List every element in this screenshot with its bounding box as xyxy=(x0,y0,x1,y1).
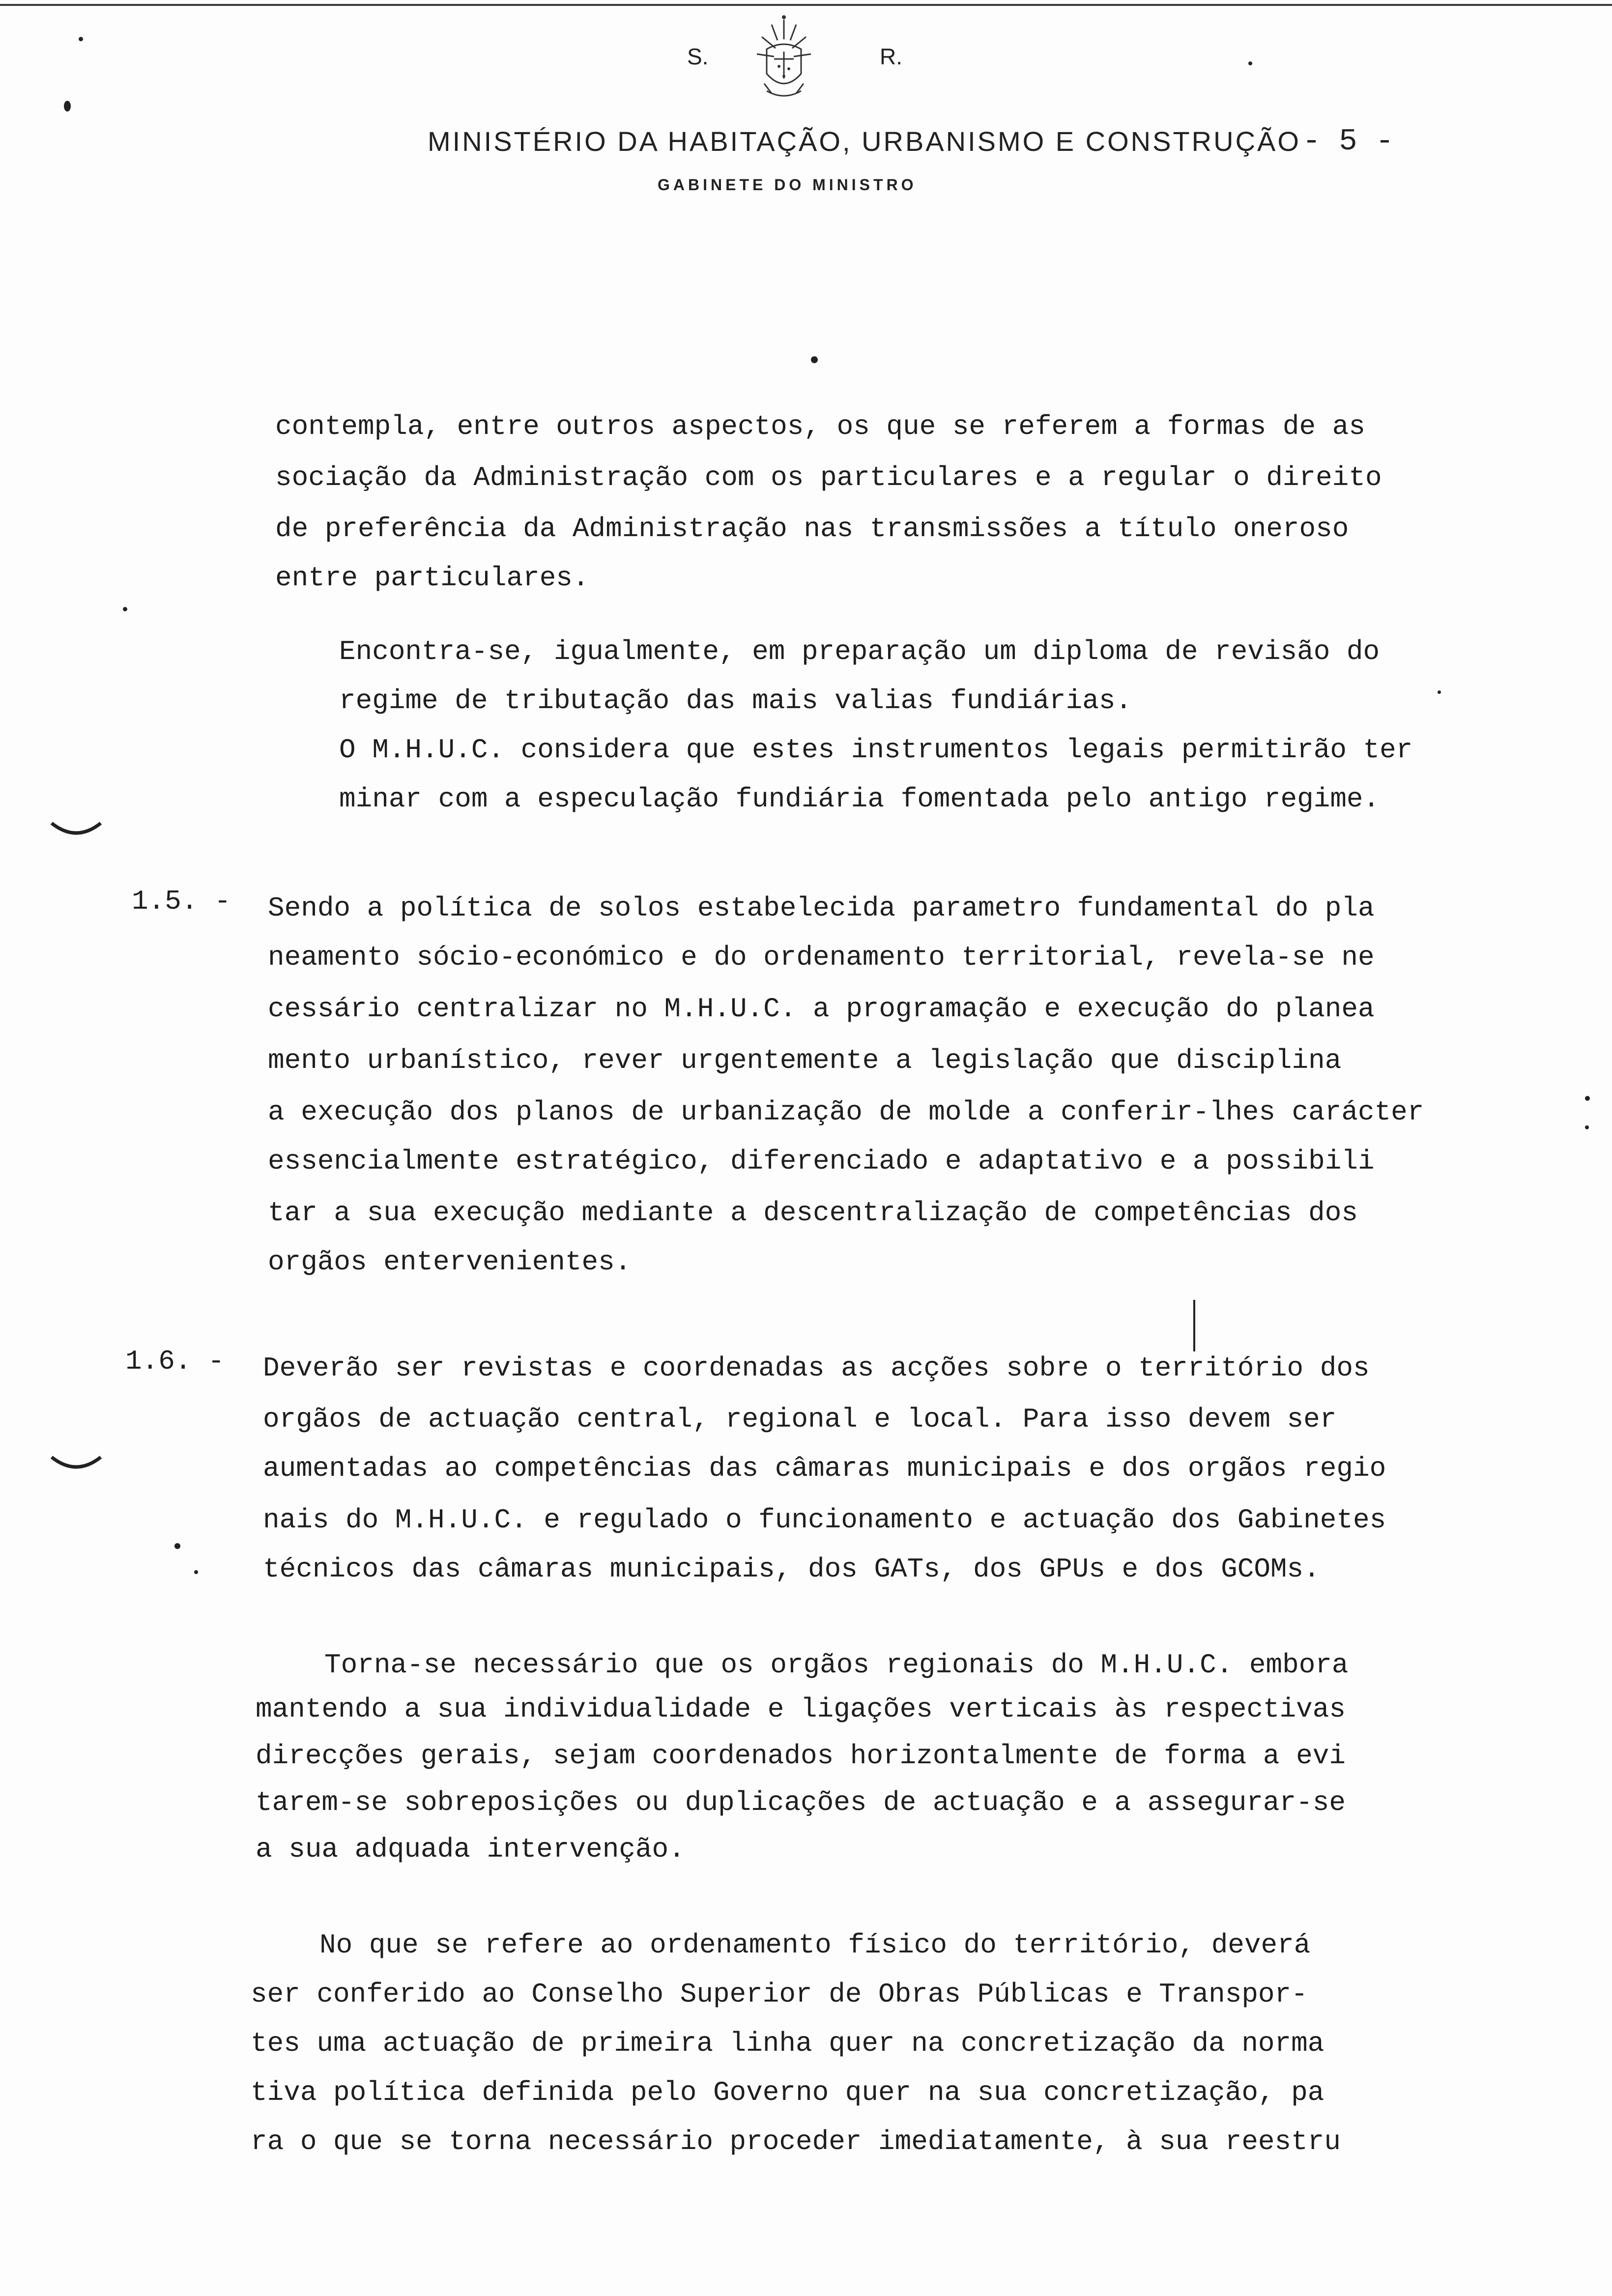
text-line: Encontra-se, igualmente, em preparação um diploma de revisão do xyxy=(339,636,1380,667)
text-line: orgãos entervenientes. xyxy=(268,1246,632,1278)
text-line: tarem-se sobreposições ou duplicações de actuação e a assegurar-se xyxy=(256,1787,1346,1818)
text-line: mantendo a sua individualidade e ligações verticais às respectivas xyxy=(256,1693,1346,1725)
text-line: Torna-se necessário que os orgãos regionais do M.H.U.C. embora xyxy=(324,1649,1349,1681)
top-edge-line xyxy=(0,4,1612,6)
text-line: tiva política definida pelo Governo quer na sua concretização, pa xyxy=(251,2077,1324,2108)
text-line: de preferência da Administração nas transmissões a título oneroso xyxy=(275,513,1349,545)
seal-letter-left: S. xyxy=(687,44,709,69)
text-line: orgãos de actuação central, regional e local. Para isso devem ser xyxy=(263,1404,1337,1435)
scan-speck xyxy=(1585,1125,1589,1129)
scan-speck xyxy=(811,356,818,363)
text-line: essencialmente estratégico, diferenciado e adaptativo e a possibili xyxy=(268,1146,1375,1177)
margin-curve-mark xyxy=(49,1450,103,1479)
text-line: Sendo a política de solos estabelecida parametro fundamental do pla xyxy=(268,892,1375,924)
coat-of-arms-seal xyxy=(737,10,831,108)
text-line: contempla, entre outros aspectos, os que se referem a formas de as xyxy=(275,411,1365,442)
text-line: regime de tributação das mais valias fundiárias. xyxy=(339,685,1132,717)
text-line: a sua adquada intervenção. xyxy=(256,1834,685,1865)
text-line: neamento sócio-económico e do ordenamento territorial, revela-se ne xyxy=(268,942,1375,973)
text-line: aumentadas ao competências das câmaras municipais e dos orgãos regio xyxy=(263,1453,1386,1484)
scan-speck xyxy=(194,1570,198,1574)
scan-speck xyxy=(1248,61,1252,65)
text-line: No que se refere ao ordenamento físico do território, deverá xyxy=(319,1929,1311,1961)
text-line: nais do M.H.U.C. e regulado o funcionamento e actuação dos Gabinetes xyxy=(263,1504,1386,1536)
scan-speck xyxy=(79,37,83,41)
text-line: ra o que se torna necessário proceder imediatamente, à sua reestru xyxy=(251,2126,1341,2157)
text-line: tes uma actuação de primeira linha quer na concretização da norma xyxy=(251,2028,1324,2059)
scan-speck xyxy=(123,607,127,611)
scan-speck xyxy=(1585,1096,1590,1101)
text-line: Deverão ser revistas e coordenadas as acções sobre o território dos xyxy=(263,1352,1370,1384)
cabinet-subtitle: GABINETE DO MINISTRO xyxy=(658,176,917,194)
text-line: tar a sua execução mediante a descentralização de competências dos xyxy=(268,1197,1358,1229)
text-line: mento urbanístico, rever urgentemente a legislação que disciplina xyxy=(268,1045,1342,1076)
text-line: minar com a especulação fundiária fomentada pelo antigo regime. xyxy=(339,783,1380,815)
pen-stroke-mark xyxy=(1184,1297,1214,1356)
scan-speck xyxy=(1438,690,1441,694)
text-line: cessário centralizar no M.H.U.C. a programação e execução do planea xyxy=(268,993,1375,1025)
margin-curve-mark xyxy=(49,816,103,845)
text-line: entre particulares. xyxy=(275,562,589,594)
section-number-1-5: 1.5. - xyxy=(132,886,231,917)
section-number-1-6: 1.6. - xyxy=(125,1346,225,1377)
page-number: - 5 - xyxy=(1302,124,1394,159)
ministry-title: MINISTÉRIO DA HABITAÇÃO, URBANISMO E CONSTRUÇÃO xyxy=(428,126,1301,157)
text-line: ser conferido ao Conselho Superior de Obras Públicas e Transpor- xyxy=(251,1979,1308,2010)
text-line: direcções gerais, sejam coordenados horizontalmente de forma a evi xyxy=(256,1740,1346,1772)
text-line: a execução dos planos de urbanização de molde a conferir-lhes carácter xyxy=(268,1096,1424,1128)
text-line: O M.H.U.C. considera que estes instrumentos legais permitirão ter xyxy=(339,734,1413,766)
scan-speck xyxy=(64,101,71,112)
scan-speck xyxy=(174,1543,180,1549)
seal-letter-right: R. xyxy=(880,44,902,69)
text-line: técnicos das câmaras municipais, dos GATs, dos GPUs e dos GCOMs. xyxy=(263,1553,1320,1585)
text-line: sociação da Administração com os particulares e a regular o direito xyxy=(275,462,1382,493)
